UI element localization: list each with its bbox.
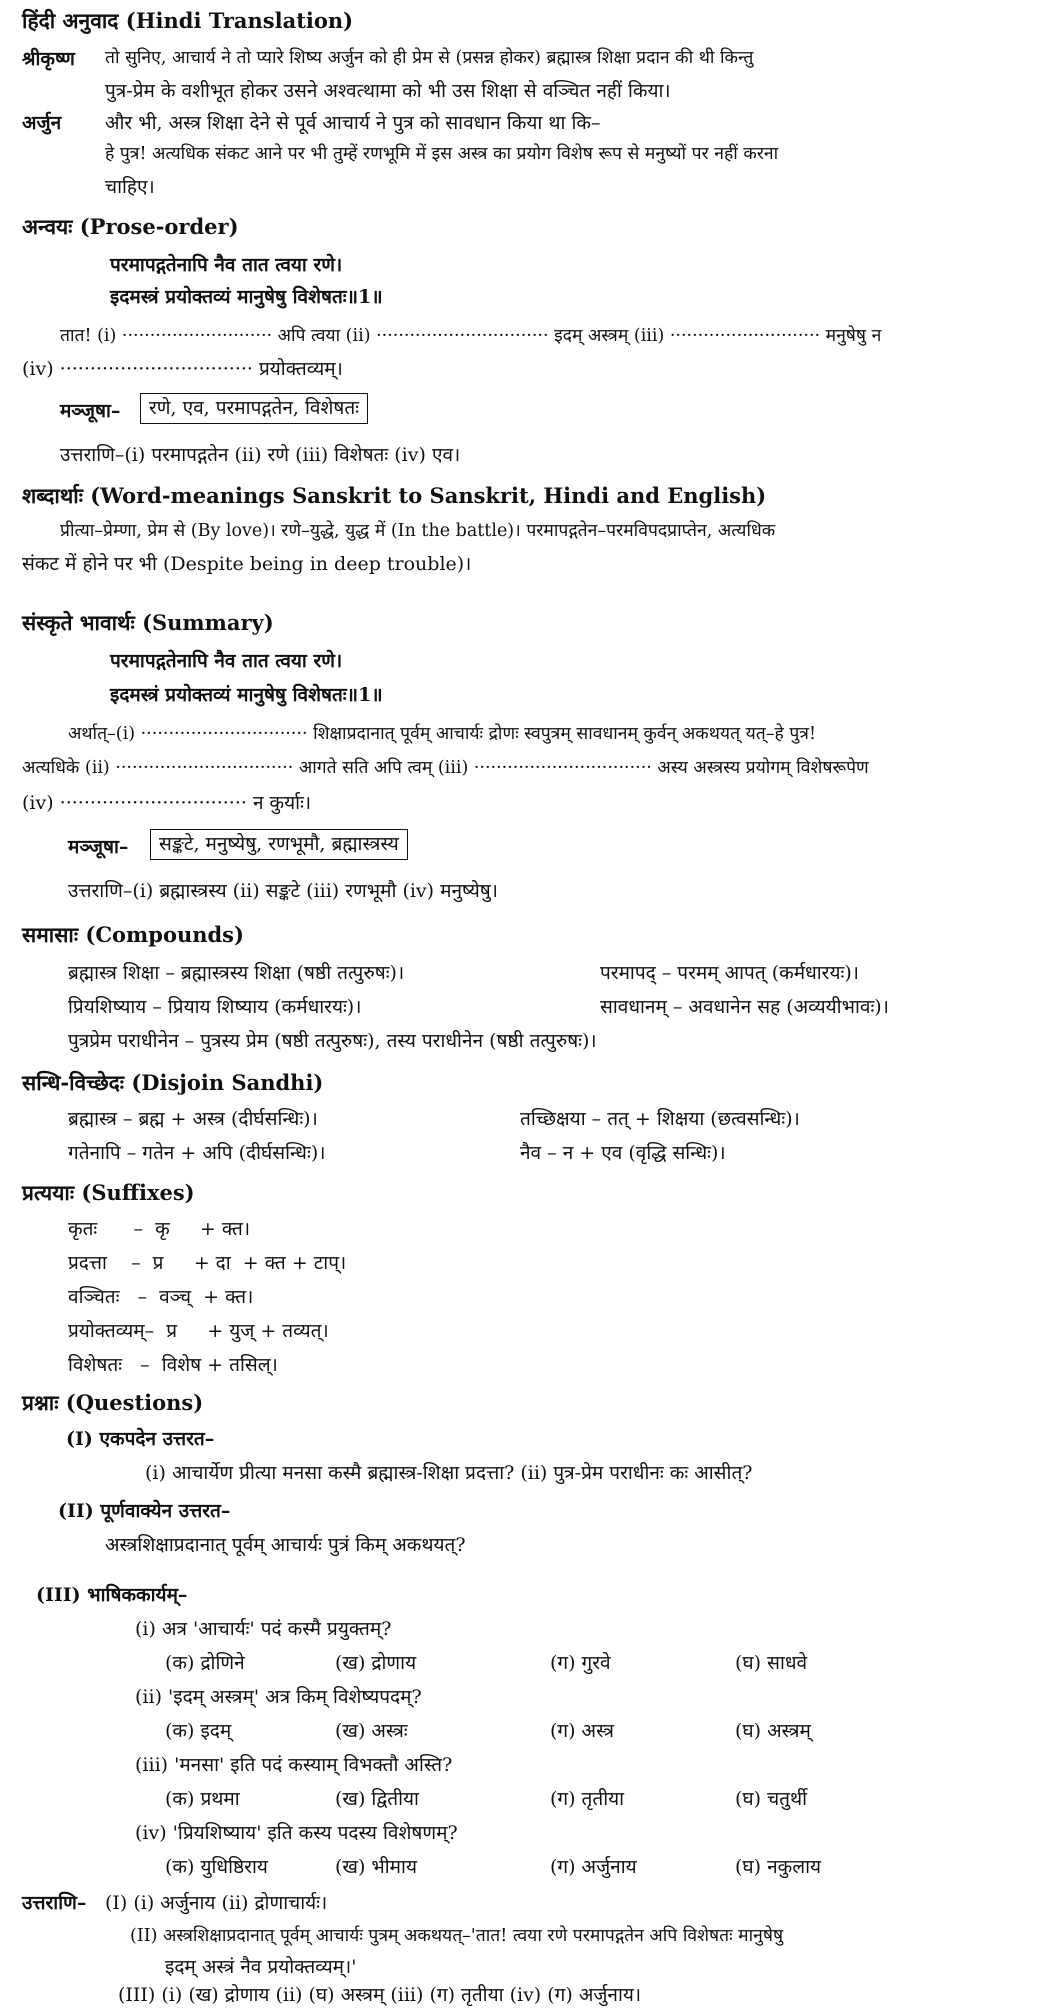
compound-row-1-right: परमापद् – परमम् आपत् (कर्मधारयः)। xyxy=(600,962,859,984)
final-answer-2-line-1: (II) अस्त्रशिक्षाप्रदानात् पूर्वम् आचार्यः पुत्रम् अकथयत्–'तात! त्वया रणे परमापद्गतेन अपि विशेषतः मानुषेषु xyxy=(130,1926,784,1946)
arjun-line-1: और भी, अस्त्र शिक्षा देने से पूर्व आचार्य ने पुत्र को सावधान किया था कि– xyxy=(105,112,601,134)
sandhi-row-1-left: ब्रह्मास्त्र – ब्रह्म + अस्त्र (दीर्घसन्धिः)। xyxy=(68,1108,318,1130)
mcq-option: (घ) अस्त्रम् xyxy=(735,1720,811,1742)
prose-answers: उत्तराणि–(i) परमापद्गतेन (ii) रणे (iii) विशेषतः (iv) एव। xyxy=(60,444,461,466)
hindi-translation-heading: हिंदी अनुवाद (Hindi Translation) xyxy=(22,8,354,33)
mcq-option: (ख) द्रोणाय xyxy=(335,1652,417,1674)
summary-verse-1: परमापद्गतेनापि नैव तात त्वया रणे। xyxy=(110,650,343,672)
compounds-heading: समासाः (Compounds) xyxy=(22,922,244,947)
mcq-option: (घ) साधवे xyxy=(735,1652,808,1674)
prose-verse-2: इदमस्त्रं प्रयोक्तव्यं मानुषेषु विशेषतः॥1॥ xyxy=(110,286,383,308)
mcq-option: (क) युधिष्ठिराय xyxy=(165,1856,268,1878)
suffix-item: वञ्चितः – वञ्च् + क्त। xyxy=(68,1286,254,1308)
mcq-option: (ख) द्वितीया xyxy=(335,1788,419,1810)
mcq-option: (घ) नकुलाय xyxy=(735,1856,822,1878)
final-answers-label: उत्तराणि– xyxy=(22,1892,87,1914)
question-1-label: (I) एकपदेन उत्तरत– xyxy=(66,1428,215,1450)
sandhi-heading: सन्धि-विच्छेदः (Disjoin Sandhi) xyxy=(22,1070,324,1095)
mcq-option: (ख) अस्त्रः xyxy=(335,1720,408,1742)
mcq-option: (क) प्रथमा xyxy=(165,1788,240,1810)
sandhi-row-2-left: गतेनापि – गतेन + अपि (दीर्घसन्धिः)। xyxy=(68,1142,326,1164)
prose-order-heading: अन्वयः (Prose-order) xyxy=(22,214,239,239)
word-meanings-line-1: प्रीत्या–प्रेम्णा, प्रेम से (By love)। रणे–युद्धे, युद्ध में (In the battle)। परमापद्गतेन–परमविपदप्राप्तेन, अत्यधिक xyxy=(60,521,776,541)
question-1-text: (i) आचार्येण प्रीत्या मनसा कस्मै ब्रह्मास्त्र-शिक्षा प्रदत्ता? (ii) पुत्र-प्रेम पराधीनः कः आसीत्? xyxy=(145,1462,753,1484)
sandhi-row-1-right: तच्छिक्षया – तत् + शिक्षया (छत्वसन्धिः)। xyxy=(520,1108,800,1130)
mcq-question: (i) अत्र 'आचार्यः' पदं कस्मै प्रयुक्तम्? xyxy=(135,1618,392,1640)
mcq-option: (ग) अर्जुनाय xyxy=(550,1856,637,1878)
mcq-question: (iv) 'प्रियशिष्याय' इति कस्य पदस्य विशेषणम्? xyxy=(135,1822,458,1844)
summary-verse-2: इदमस्त्रं प्रयोक्तव्यं मानुषेषु विशेषतः॥1॥ xyxy=(110,684,383,706)
final-answer-2-line-2: इदम् अस्त्रं नैव प्रयोक्तव्यम्।' xyxy=(165,1956,357,1978)
krishna-line-2: पुत्र-प्रेम के वशीभूत होकर उसने अश्वत्थामा को भी उस शिक्षा से वञ्चित नहीं किया। xyxy=(105,80,671,102)
suffixes-heading: प्रत्ययाः (Suffixes) xyxy=(22,1180,195,1205)
summary-fill-line-1: अर्थात्–(i) ······························ शिक्षाप्रदानात् पूर्वम् आचार्यः द्रोणः स्वपुत्रम् सावधानम् कुर्वन् अकथयत् यत्–हे पुत्र! xyxy=(68,724,816,744)
compound-row-1-left: ब्रह्मास्त्र शिक्षा – ब्रह्मास्त्रस्य शिक्षा (षष्ठी तत्पुरुषः)। xyxy=(68,962,405,984)
mcq-option: (क) इदम् xyxy=(165,1720,232,1742)
speaker-arjun: अर्जुन xyxy=(22,112,62,134)
prose-manjusha-label: मञ्जूषा– xyxy=(60,400,121,422)
final-answer-3: (III) (i) (ख) द्रोणाय (ii) (घ) अस्त्रम् (iii) (ग) तृतीया (iv) (ग) अर्जुनाय। xyxy=(118,1984,642,2006)
mcq-option: (ग) अस्त्र xyxy=(550,1720,614,1742)
prose-fill-line-2: (iv) ································ प्रयोक्तव्यम्। xyxy=(22,358,343,380)
sandhi-row-2-right: नैव – न + एव (वृद्धि सन्धिः)। xyxy=(520,1142,726,1164)
mcq-option: (ग) तृतीया xyxy=(550,1788,625,1810)
arjun-line-3: चाहिए। xyxy=(105,176,155,198)
prose-fill-line-1: तात! (i) ··························· अपि त्वया (ii) ······························· इदम् अस्त्रम् (iii) ··························· मनुषेषु न xyxy=(60,326,882,346)
mcq-option: (घ) चतुर्थी xyxy=(735,1788,808,1810)
mcq-option: (ख) भीमाय xyxy=(335,1856,417,1878)
speaker-krishna: श्रीकृष्ण xyxy=(22,48,75,70)
mcq-option: (क) द्रोणिने xyxy=(165,1652,245,1674)
summary-heading: संस्कृते भावार्थः (Summary) xyxy=(22,610,274,635)
summary-fill-line-3: (iv) ······························· न कुर्याः। xyxy=(22,792,312,814)
questions-heading: प्रश्नाः (Questions) xyxy=(22,1390,204,1415)
suffix-item: कृतः – कृ + क्त। xyxy=(68,1218,251,1240)
suffix-item: प्रदत्ता – प्र + दा + क्त + टाप्। xyxy=(68,1252,347,1274)
mcq-question: (iii) 'मनसा' इति पदं कस्याम् विभक्तौ अस्ति? xyxy=(135,1754,453,1776)
compound-row-2-right: सावधानम् – अवधानेन सह (अव्ययीभावः)। xyxy=(600,996,889,1018)
mcq-option: (ग) गुरवे xyxy=(550,1652,611,1674)
question-2-label: (II) पूर्णवाक्येन उत्तरत– xyxy=(58,1500,231,1522)
summary-manjusha-box: सङ्कटे, मनुष्येषु, रणभूमौ, ब्रह्मास्त्रस्य xyxy=(150,829,408,860)
summary-fill-line-2: अत्यधिके (ii) ································ आगते सति अपि त्वम् (iii) ································ अस्य अस्त्रस्य प्रयोगम् विशेषरूपेण xyxy=(22,758,869,778)
question-2-text: अस्त्रशिक्षाप्रदानात् पूर्वम् आचार्यः पुत्रं किम् अकथयत्? xyxy=(105,1534,466,1556)
question-3-label: (III) भाषिककार्यम्– xyxy=(36,1584,188,1606)
summary-answers: उत्तराणि–(i) ब्रह्मास्त्रस्य (ii) सङ्कटे (iii) रणभूमौ (iv) मनुष्येषु। xyxy=(68,880,498,902)
prose-verse-1: परमापद्गतेनापि नैव तात त्वया रणे। xyxy=(110,254,343,276)
mcq-question: (ii) 'इदम् अस्त्रम्' अत्र किम् विशेष्यपदम्? xyxy=(135,1686,422,1708)
word-meanings-heading: शब्दार्थाः (Word-meanings Sanskrit to Sanskrit, Hindi and English) xyxy=(22,483,767,508)
arjun-line-2: हे पुत्र! अत्यधिक संकट आने पर भी तुम्हें रणभूमि में इस अस्त्र का प्रयोग विशेष रूप से मनुष्यों पर नहीं करना xyxy=(105,144,779,164)
summary-manjusha-label: मञ्जूषा– xyxy=(68,836,129,858)
word-meanings-line-2: संकट में होने पर भी (Despite being in deep trouble)। xyxy=(22,553,472,575)
compound-row-3: पुत्रप्रेम पराधीनेन – पुत्रस्य प्रेम (षष्ठी तत्पुरुषः), तस्य पराधीनेन (षष्ठी तत्पुरुषः)। xyxy=(68,1030,597,1052)
krishna-line-1: तो सुनिए, आचार्य ने तो प्यारे शिष्य अर्जुन को ही प्रेम से (प्रसन्न होकर) ब्रह्मास्त्र शिक्षा प्रदान की थी किन्तु xyxy=(105,48,754,68)
suffix-item: प्रयोक्तव्यम्– प्र + युज् + तव्यत्। xyxy=(68,1320,329,1342)
compound-row-2-left: प्रियशिष्याय – प्रियाय शिष्याय (कर्मधारयः)। xyxy=(68,996,362,1018)
suffix-item: विशेषतः – विशेष + तसिल्। xyxy=(68,1354,278,1376)
final-answer-1: (I) (i) अर्जुनाय (ii) द्रोणाचार्यः। xyxy=(105,1892,328,1914)
prose-manjusha-box: रणे, एव, परमापद्गतेन, विशेषतः xyxy=(140,393,368,424)
